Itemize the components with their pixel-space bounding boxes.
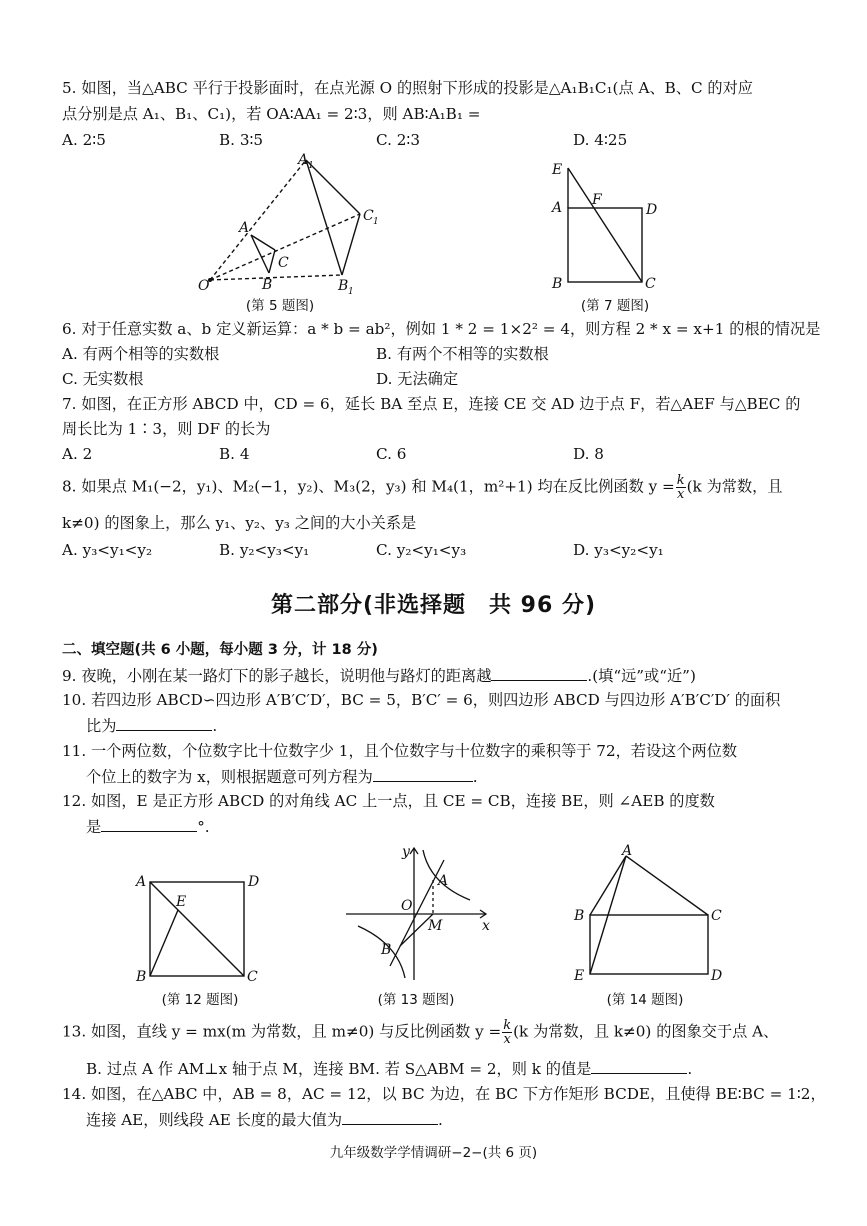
figure-14-triangle-rectangle [568, 842, 728, 988]
q7-choice-c: C. 6 [376, 445, 407, 463]
q5-choice-a: A. 2∶5 [62, 131, 106, 149]
q12-answer-blank[interactable] [101, 816, 197, 832]
q7-choice-b: B. 4 [219, 445, 250, 463]
q6-choices-row2 [62, 369, 809, 390]
q7-choice-d: D. 8 [573, 445, 604, 463]
q6-choice-b: B. 有两个不相等的实数根 [376, 345, 549, 363]
fig7-label-c: C [645, 276, 656, 292]
figure-12-caption: (第 12 题图) [161, 992, 239, 1008]
q5-choices [62, 130, 809, 151]
fig7-label-b: B [552, 276, 563, 292]
fig14-label-a: A [622, 843, 633, 859]
fig7-label-d: D [646, 202, 658, 218]
fig14-label-d: D [711, 968, 723, 984]
q8-line1: 8. 如果点 M₁(−2，y₁)、M₂(−1，y₂)、M₃(2，y₃) 和 M₄(1，m²+1) 均在反比例函数 y = $\frac{k}{x}$ (k 为常数，且 [62, 473, 783, 502]
fig13-label-x: x [482, 918, 490, 934]
q6-choices-row1 [62, 344, 809, 365]
figure-13-graph [340, 840, 500, 988]
q7-choices [62, 444, 809, 465]
q6-choice-d: D. 无法确定 [376, 370, 459, 388]
fig13-label-b: B [381, 942, 392, 958]
fig5-label-b: B [262, 277, 273, 293]
fig5-label-o: O [198, 278, 210, 294]
fig5-label-a1: A [298, 152, 309, 168]
q7-choice-a: A. 2 [62, 445, 93, 463]
fig5-label-a: A [239, 220, 250, 236]
figure-14-caption: (第 14 题图) [606, 992, 684, 1008]
fig12-label-d: D [248, 874, 260, 890]
q12-line1: 12. 如图，E 是正方形 ABCD 的对角线 AC 上一点，且 CE = CB，连接 BE，则 ∠AEB 的度数 [62, 792, 715, 810]
q13-answer-blank[interactable] [591, 1058, 687, 1074]
q10-answer-blank[interactable] [116, 715, 212, 731]
q7-line1: 7. 如图，在正方形 ABCD 中，CD = 6，延长 BA 至点 E，连接 CE 交 AD 边于点 F，若△AEF 与△BEC 的 [62, 395, 801, 413]
fig12-label-b: B [136, 969, 147, 985]
fig13-label-m: M [428, 918, 443, 934]
fig12-label-e: E [176, 894, 187, 910]
fig12-label-a: A [136, 874, 147, 890]
q11-line2: 个位上的数字为 x，则根据题意可列方程为 . [86, 768, 478, 786]
q9-answer-blank[interactable] [491, 665, 587, 681]
figure-7-caption: (第 7 题图) [580, 298, 650, 314]
q12-line2: 是 °. [86, 818, 210, 836]
fig14-label-b: B [574, 908, 585, 924]
q13-line1: 13. 如图，直线 y = mx(m 为常数，且 m≠0) 与反比例函数 y = $\frac{k}{x}$ (k 为常数，且 k≠0) 的图象交于点 A、 [62, 1018, 779, 1047]
page-footer: 九年级数学学情调研−2−(共 6 页) [329, 1145, 538, 1161]
q6-line1: 6. 对于任意实数 a、b 定义新运算：a * b = ab²，例如 1 * 2 = 1×2² = 4，则方程 2 * x = x+1 的根的情况是 [62, 320, 821, 338]
q5-line1: 5. 如图，当△ABC 平行于投影面时，在点光源 O 的照射下形成的投影是△A₁B₁C₁(点 A、B、C 的对应 [62, 79, 753, 97]
fig12-label-c: C [247, 969, 258, 985]
section-two-heading: 二、填空题(共 6 小题，每小题 3 分，计 18 分) [62, 642, 378, 658]
q6-choice-c: C. 无实数根 [62, 370, 144, 388]
q7-line2: 周长比为 1∶3，则 DF 的长为 [62, 420, 271, 438]
fig5-label-c1-sub: 1 [373, 217, 379, 227]
q11-line1: 11. 一个两位数，个位数字比十位数字少 1，且个位数字与十位数字的乘积等于 72，若设这个两位数 [62, 742, 738, 760]
fig7-label-a: A [552, 200, 563, 216]
q5-choice-d: D. 4∶25 [573, 131, 628, 149]
q8-choice-b: B. y₂<y₃<y₁ [219, 541, 310, 559]
fig5-label-b1: B [338, 278, 349, 294]
q14-answer-blank[interactable] [342, 1109, 438, 1125]
fig13-label-a: A [438, 873, 449, 889]
figure-5-caption: (第 5 题图) [245, 298, 315, 314]
q9-line: 9. 夜晚，小刚在某一路灯下的影子越长，说明他与路灯的距离越 .(填“远”或“近”) [62, 667, 696, 685]
fig13-label-o: O [401, 898, 413, 914]
fig5-label-c1: C [363, 208, 374, 224]
figure-5-projection [190, 150, 400, 295]
q5-line2: 点分别是点 A₁、B₁、C₁)，若 OA∶AA₁ = 2∶3，则 AB∶A₁B₁ = [62, 105, 481, 123]
part-two-title: 第二部分(非选择题 共 96 分) [270, 593, 597, 618]
fig14-label-e: E [574, 968, 585, 984]
figure-12-square [130, 868, 270, 988]
q8-line2: k≠0) 的图象上，那么 y₁、y₂、y₃ 之间的大小关系是 [62, 514, 417, 532]
fig5-label-c: C [278, 255, 289, 271]
figure-7-square [548, 152, 678, 294]
q11-answer-blank[interactable] [373, 766, 473, 782]
q13-fraction: $\frac{k}{x}$ [503, 1018, 512, 1047]
figure-13-caption: (第 13 题图) [377, 992, 455, 1008]
q8-choices [62, 540, 809, 561]
q10-line2: 比为 . [86, 717, 218, 735]
q8-choice-c: C. y₂<y₁<y₃ [376, 541, 467, 559]
q5-choice-b: B. 3∶5 [219, 131, 264, 149]
fig5-label-b1-sub: 1 [348, 287, 354, 295]
q8-fraction: $\frac{k}{x}$ [676, 473, 685, 502]
q10-line1: 10. 若四边形 ABCD∽四边形 A′B′C′D′，BC = 5，B′C′ = 6，则四边形 ABCD 与四边形 A′B′C′D′ 的面积 [62, 691, 781, 709]
q13-line2: B. 过点 A 作 AM⊥x 轴于点 M，连接 BM. 若 S△ABM = 2，则 k 的值是 . [86, 1060, 693, 1078]
fig5-label-a1-sub: 1 [308, 161, 314, 171]
fig13-label-y: y [402, 844, 410, 860]
q6-choice-a: A. 有两个相等的实数根 [62, 345, 220, 363]
fig14-label-c: C [711, 908, 722, 924]
fig7-label-f: F [592, 192, 602, 208]
q5-choice-c: C. 2∶3 [376, 131, 421, 149]
fig7-label-e: E [552, 162, 563, 178]
q14-line1: 14. 如图，在△ABC 中，AB = 8，AC = 12，以 BC 为边，在 BC 下方作矩形 BCDE，且使得 BE∶BC = 1∶2， [62, 1085, 826, 1103]
q8-choice-a: A. y₃<y₁<y₂ [62, 541, 153, 559]
q8-choice-d: D. y₃<y₂<y₁ [573, 541, 664, 559]
q14-line2: 连接 AE，则线段 AE 长度的最大值为 . [86, 1111, 443, 1129]
